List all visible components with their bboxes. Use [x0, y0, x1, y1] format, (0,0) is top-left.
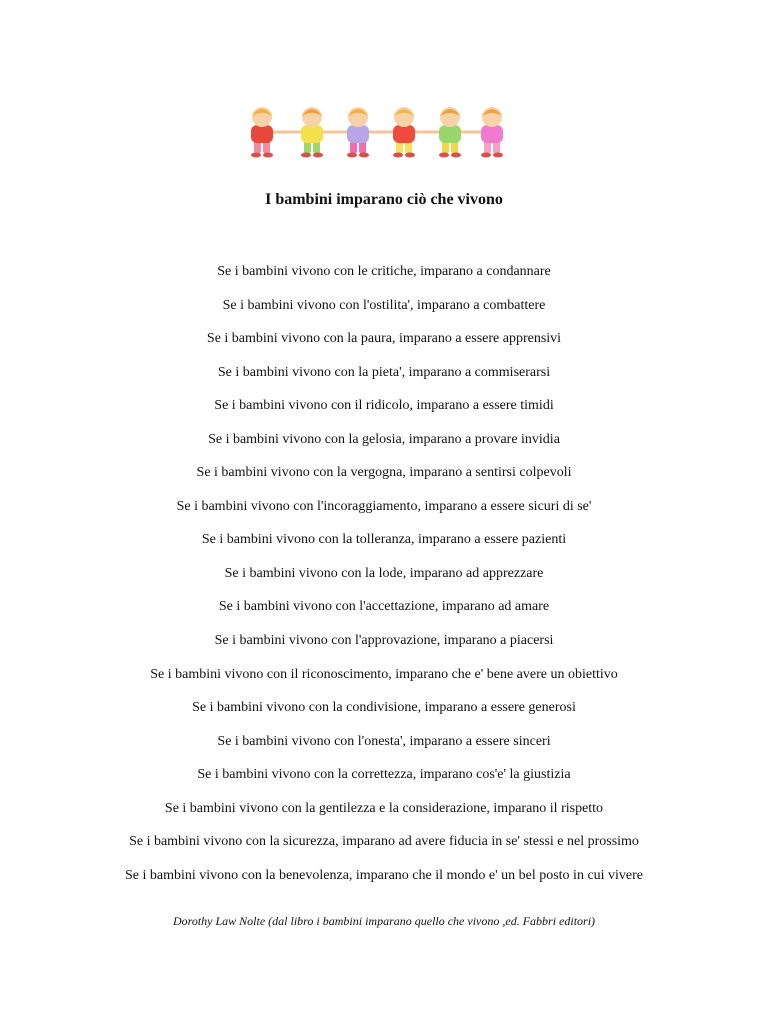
child-figure — [301, 107, 323, 158]
poem-line: Se i bambini vivono con la condivisione, imparano a essere generosi — [192, 700, 576, 716]
poem-line: Se i bambini vivono con l'incoraggiamento, imparano a essere sicuri di se' — [176, 498, 592, 514]
poem-line: Se i bambini vivono con la vergogna, imparano a sentirsi colpevoli — [196, 465, 572, 481]
poem-line: Se i bambini vivono con la pieta', imparano a commiserarsi — [217, 364, 551, 380]
poem-line: Se i bambini vivono con la sicurezza, imparano ad avere fiducia in se' stessi e nel prossimo — [129, 834, 639, 850]
poem-line: Se i bambini vivono con le critiche, imparano a condannare — [217, 264, 551, 279]
child-figure — [347, 107, 369, 158]
poem-line: Se i bambini vivono con il ridicolo, imparano a essere timidi — [214, 398, 554, 414]
poem-line: Se i bambini vivono con l'ostilita', imparano a combattere — [222, 297, 546, 313]
poem-line: Se i bambini vivono con l'onesta', imparano a essere sinceri — [217, 733, 551, 749]
poem-line: Se i bambini vivono con la gentilezza e la considerazione, imparano il rispetto — [164, 800, 604, 816]
children-holding-hands-illustration — [234, 104, 534, 162]
poem-line: Se i bambini vivono con la lode, imparano ad apprezzare — [224, 565, 544, 581]
poem-line: Se i bambini vivono con la paura, imparano a essere apprensivi — [206, 331, 562, 347]
poem-lines — [0, 262, 768, 899]
poem-line: Se i bambini vivono con l'accettazione, imparano ad amare — [218, 599, 550, 615]
poem-line: Se i bambini vivono con la gelosia, imparano a provare invidia — [208, 431, 560, 447]
child-figure — [439, 107, 461, 158]
poem-line: Se i bambini vivono con la benevolenza, imparano che il mondo e' un bel posto in cui vivere — [124, 867, 644, 883]
author-credit: Dorothy Law Nolte (dal libro i bambini imparano quello che vivono ,ed. Fabbri editori) — [172, 914, 596, 928]
poem-line: Se i bambini vivono con la correttezza, imparano cos'e' la giustizia — [197, 767, 571, 783]
poem-line: Se i bambini vivono con la tolleranza, imparano a essere pazienti — [201, 532, 567, 548]
poem-line: Se i bambini vivono con l'approvazione, imparano a piacersi — [214, 633, 554, 649]
poem-line: Se i bambini vivono con il riconoscimento, imparano che e' bene avere un obiettivo — [150, 666, 618, 682]
child-figure — [393, 107, 415, 158]
child-figure — [481, 107, 503, 158]
child-figure — [251, 107, 273, 158]
document-title: I bambini imparano ciò che vivono — [265, 191, 503, 208]
